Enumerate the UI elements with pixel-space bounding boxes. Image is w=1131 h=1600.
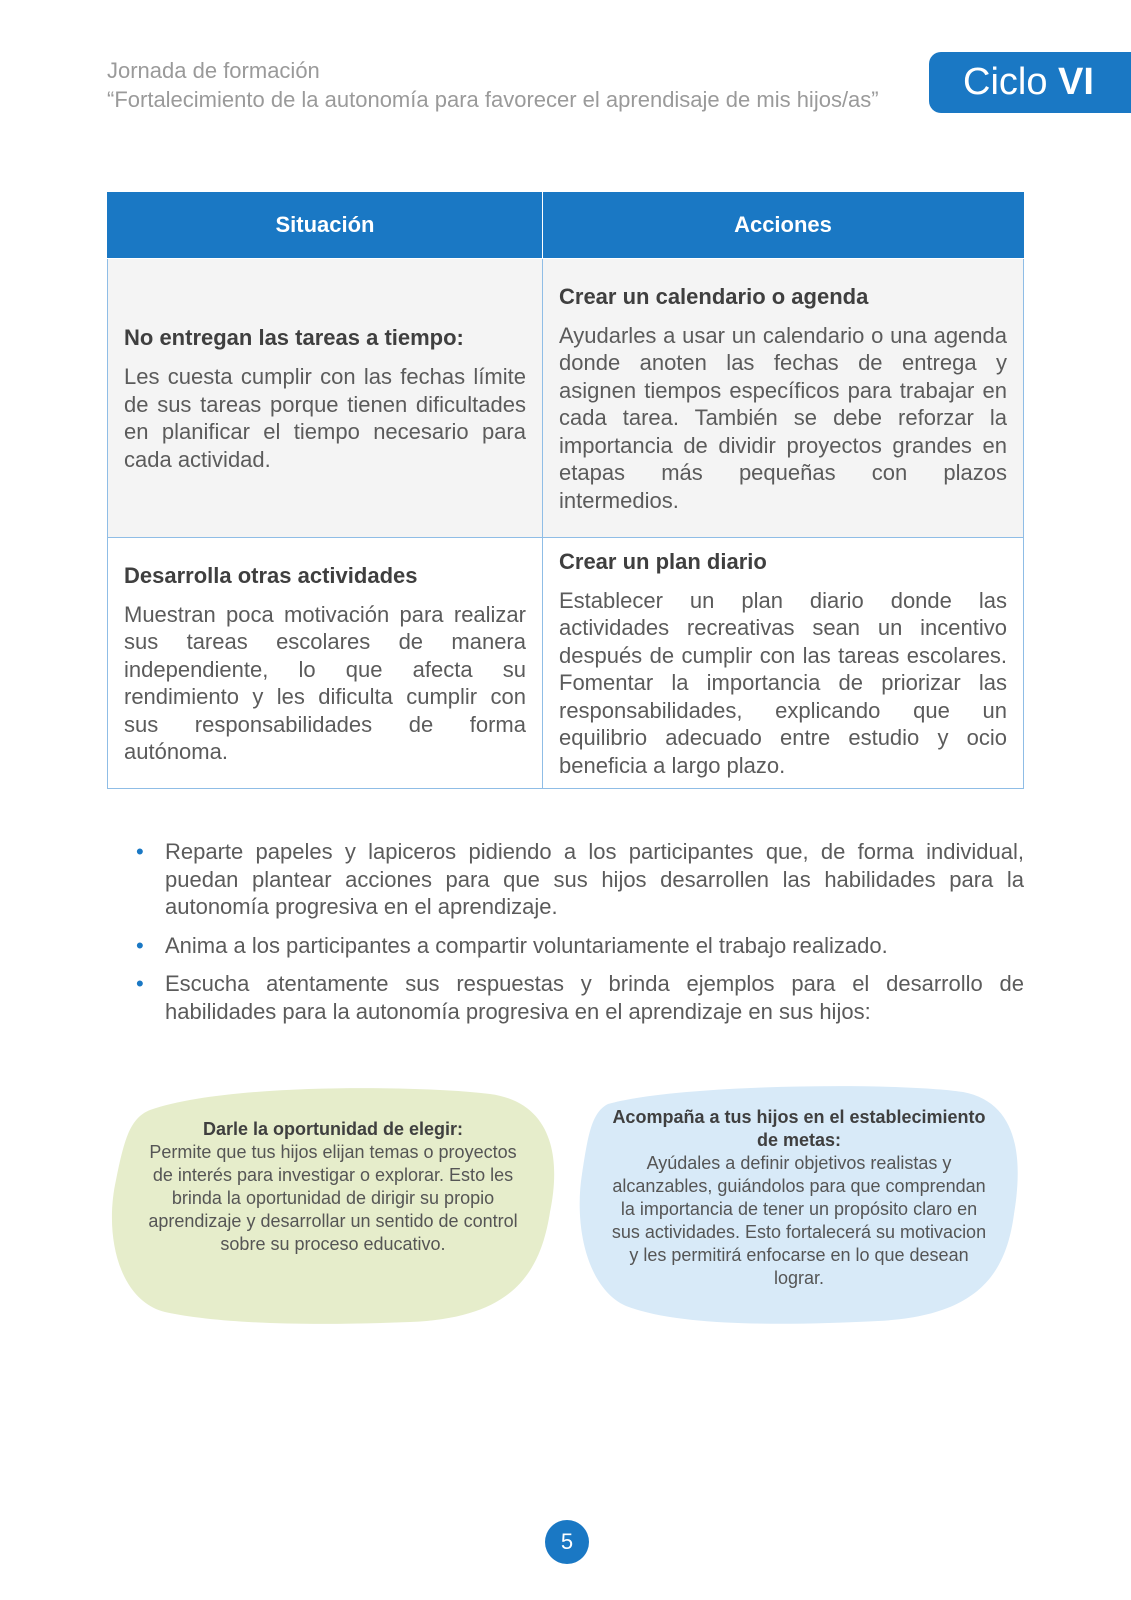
tip-content [138, 1118, 528, 1256]
table-header-row [108, 192, 1024, 259]
cycle-badge [929, 52, 1131, 113]
action-text: Establecer un plan diario donde las actividades recreativas sean un incentivo después de cumplir con las tareas escolares. Fomentar la importancia de priorizar las responsabilidades, explicando que un equilibrio adecuado entre estudio y ocio beneficia a largo plazo. [559, 587, 1007, 778]
bullet-dot-icon: • [136, 932, 144, 958]
situations-table [107, 192, 1024, 789]
tip-title: Acompaña a tus hijos en el establecimiento de metas: [612, 1107, 986, 1150]
list-item-text: Escucha atentamente sus respuestas y brinda ejemplos para el desarrollo de habilidades para la autonomía progresiva en el aprendizaje en sus hijos: [165, 971, 1024, 1024]
tip-text: Permite que tus hijos elijan temas o proyectos de interés para investigar o explorar. Esto les brinda la oportunidad de dirigir su propio aprendizaje y desarrollar un sentido de control sobre su proceso educativo. [148, 1142, 518, 1254]
list-item-text: Reparte papeles y lapiceros pidiendo a los participantes que, de forma individual, puedan plantear acciones para que sus hijos desarrollen las habilidades para la autonomía progresiva en el aprendizaje. [165, 839, 1024, 919]
instructions-list [136, 838, 1024, 1036]
list-item-text: Anima a los participantes a compartir voluntariamente el trabajo realizado. [165, 932, 888, 958]
situation-title: Desarrolla otras actividades [124, 562, 418, 588]
action-text: Ayudarles a usar un calendario o una agenda donde anoten las fechas de entrega y asignen tiempos específicos para trabajar en cada tarea. También se debe reforzar la importancia de dividir proyectos grandes en etapas más pequeñas con plazos intermedios. [559, 322, 1007, 513]
tip-content [608, 1106, 990, 1290]
tip-text: Ayúdales a definir objetivos realistas y alcanzables, guiándolos para que comprendan la importancia de tener un propósito claro en sus actividades. Esto fortalecerá su motivacion y les permitirá enfocarse en lo que desean lograr. [611, 1153, 987, 1288]
cycle-number: VI [1058, 61, 1094, 103]
header-situacion: Situación [108, 192, 543, 259]
situation-cell [108, 259, 543, 538]
tip-bubble-blue [578, 1084, 1020, 1324]
bullet-dot-icon: • [136, 971, 144, 996]
cycle-label: Ciclo [963, 61, 1048, 103]
list-item [136, 838, 1024, 921]
list-item [136, 970, 1024, 1025]
table-row [108, 538, 1024, 789]
action-cell [543, 538, 1024, 789]
action-title: Crear un calendario o agenda [559, 283, 869, 309]
situation-title: No entregan las tareas a tiempo: [124, 325, 464, 350]
situation-text: Muestran poca motivación para realizar sus tareas escolares de manera independiente, lo que afecta su rendimiento y les dificulta cumplir con sus responsabilidades de forma autónoma. [124, 601, 526, 764]
tip-title: Darle la oportunidad de elegir: [202, 1119, 464, 1139]
bullet-dot-icon: • [136, 839, 144, 864]
action-title: Crear un plan diario [559, 548, 767, 574]
situation-cell [108, 538, 543, 789]
document-header [107, 56, 927, 114]
situation-text: Les cuesta cumplir con las fechas límite de sus tareas porque tienen dificultades en planificar el tiempo necesario para cada actividad. [124, 364, 526, 472]
page-number: 5 [545, 1520, 589, 1564]
table-row [108, 259, 1024, 538]
action-cell [543, 259, 1024, 538]
event-title: Jornada de formación [107, 58, 320, 83]
tip-bubble-green [110, 1084, 558, 1324]
list-item [136, 932, 1024, 960]
event-subtitle: “Fortalecimiento de la autonomía para favorecer el aprendisaje de mis hijos/as” [107, 87, 879, 112]
header-acciones: Acciones [543, 192, 1024, 259]
